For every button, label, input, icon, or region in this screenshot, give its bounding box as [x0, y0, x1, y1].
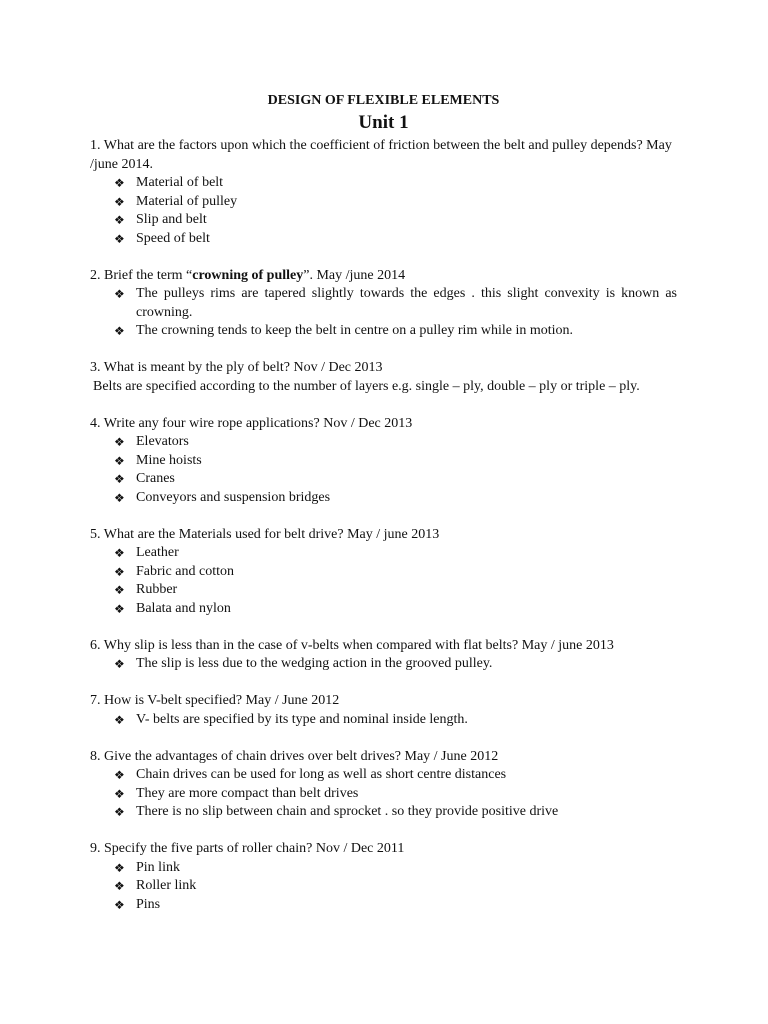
question-7: 7. How is V-belt specified? May / June 2012 [90, 693, 340, 708]
list-item-text: The pulleys rims are tapered slightly towards the edges . this slight convexity is known as crowning. [136, 286, 677, 320]
list-item [114, 896, 677, 915]
list-item [114, 322, 677, 341]
list-item-text: Rubber [136, 582, 178, 597]
question-3: 3. What is meant by the ply of belt? Nov / Dec 2013 [90, 360, 383, 375]
list-item-text: Balata and nylon [136, 600, 231, 616]
list-item [114, 433, 677, 452]
list-item-text: Fabric and cotton [136, 563, 234, 579]
list-item [114, 766, 677, 785]
diamond-bullet-icon: ❖ [114, 860, 125, 875]
list-item [114, 489, 677, 508]
list-item-text: Material of belt [136, 175, 224, 190]
diamond-bullet-icon: ❖ [114, 546, 125, 560]
question-8: 8. Give the advantages of chain drives over belt drives? May / June 2012 [90, 748, 499, 764]
list-item-text: The crowning tends to keep the belt in centre on a pulley rim while in motion. [136, 323, 574, 338]
question-1: 1. What are the factors upon which the coefficient of friction between the belt and pulley depends? May /june 2014. [90, 138, 672, 172]
spacer [90, 618, 677, 637]
question-1-answers [90, 174, 677, 248]
list-item [114, 174, 677, 193]
list-item [114, 285, 677, 322]
list-item-text: Pins [136, 896, 161, 912]
list-item [114, 452, 677, 471]
diamond-bullet-icon: ❖ [114, 786, 125, 801]
list-item-text: Cranes [136, 471, 175, 486]
list-item [114, 470, 677, 489]
question-2 [90, 267, 677, 286]
list-item-text: Material of pulley [136, 193, 238, 209]
diamond-bullet-icon: ❖ [114, 805, 125, 819]
spacer [90, 341, 677, 360]
question-9-answers [90, 859, 677, 915]
list-item [114, 600, 677, 619]
spacer [90, 507, 677, 526]
list-item [114, 581, 677, 600]
question-2-term: crowning of pulley [192, 267, 304, 283]
question-4-answers [90, 433, 677, 507]
list-item [114, 193, 677, 212]
question-2-answers [90, 285, 677, 341]
list-item [114, 211, 677, 230]
question-3-answer: Belts are specified according to the number of layers e.g. single – ply, double – ply or triple – ply. [93, 378, 640, 394]
list-item-text: Mine hoists [136, 452, 202, 468]
list-item [114, 859, 677, 878]
diamond-bullet-icon: ❖ [114, 231, 125, 246]
spacer [90, 396, 677, 415]
diamond-bullet-icon: ❖ [114, 213, 125, 227]
list-item-text: Leather [136, 545, 179, 560]
diamond-bullet-icon: ❖ [114, 897, 125, 912]
question-4: 4. Write any four wire rope applications? Nov / Dec 2013 [90, 415, 413, 431]
list-item [114, 544, 677, 563]
diamond-bullet-icon: ❖ [114, 768, 125, 782]
list-item [114, 655, 677, 674]
diamond-bullet-icon: ❖ [114, 490, 125, 505]
diamond-bullet-icon: ❖ [114, 324, 125, 338]
list-item-text: The slip is less due to the wedging action in the grooved pulley. [136, 656, 493, 671]
list-item-text: Pin link [136, 859, 180, 875]
diamond-bullet-icon: ❖ [114, 601, 125, 616]
diamond-bullet-icon: ❖ [114, 657, 125, 671]
question-5: 5. What are the Materials used for belt drive? May / june 2013 [90, 526, 440, 542]
document-title: DESIGN OF FLEXIBLE ELEMENTS [267, 93, 500, 108]
list-item [114, 230, 677, 249]
spacer [90, 674, 677, 693]
question-6: 6. Why slip is less than in the case of v-belts when compared with flat belts? May / june 2013 [90, 637, 614, 653]
question-6-answers [90, 655, 677, 674]
list-item-text: Conveyors and suspension bridges [136, 489, 331, 505]
list-item-text: Speed of belt [136, 230, 210, 246]
list-item-text: Roller link [136, 878, 197, 893]
list-item-text: Elevators [136, 434, 189, 449]
diamond-bullet-icon: ❖ [114, 564, 125, 579]
question-9: 9. Specify the five parts of roller chain? Nov / Dec 2011 [90, 841, 405, 856]
document-content [90, 92, 677, 914]
spacer [90, 729, 677, 748]
spacer [90, 248, 677, 267]
question-7-answers [90, 711, 677, 730]
question-2-prefix: 2. Brief the term “ [90, 267, 193, 283]
list-item [114, 785, 677, 804]
diamond-bullet-icon: ❖ [114, 176, 125, 190]
list-item-text: They are more compact than belt drives [136, 785, 359, 801]
list-item [114, 711, 677, 730]
unit-heading: Unit 1 [358, 112, 409, 133]
question-2-suffix: ”. May /june 2014 [303, 267, 406, 283]
question-5-answers [90, 544, 677, 618]
list-item [114, 877, 677, 896]
list-item-text: Slip and belt [136, 212, 207, 227]
list-item-text: Chain drives can be used for long as well as short centre distances [136, 767, 507, 782]
diamond-bullet-icon: ❖ [114, 194, 125, 209]
list-item [114, 803, 677, 822]
list-item-text: V- belts are specified by its type and nominal inside length. [136, 711, 468, 727]
diamond-bullet-icon: ❖ [114, 472, 125, 486]
spacer [90, 822, 677, 841]
diamond-bullet-icon: ❖ [114, 435, 125, 449]
diamond-bullet-icon: ❖ [114, 712, 125, 727]
diamond-bullet-icon: ❖ [114, 583, 125, 597]
list-item-text: There is no slip between chain and sprocket . so they provide positive drive [136, 804, 559, 819]
diamond-bullet-icon: ❖ [114, 879, 125, 893]
question-8-answers [90, 766, 677, 822]
list-item [114, 563, 677, 582]
diamond-bullet-icon: ❖ [114, 453, 125, 468]
diamond-bullet-icon: ❖ [114, 287, 125, 301]
